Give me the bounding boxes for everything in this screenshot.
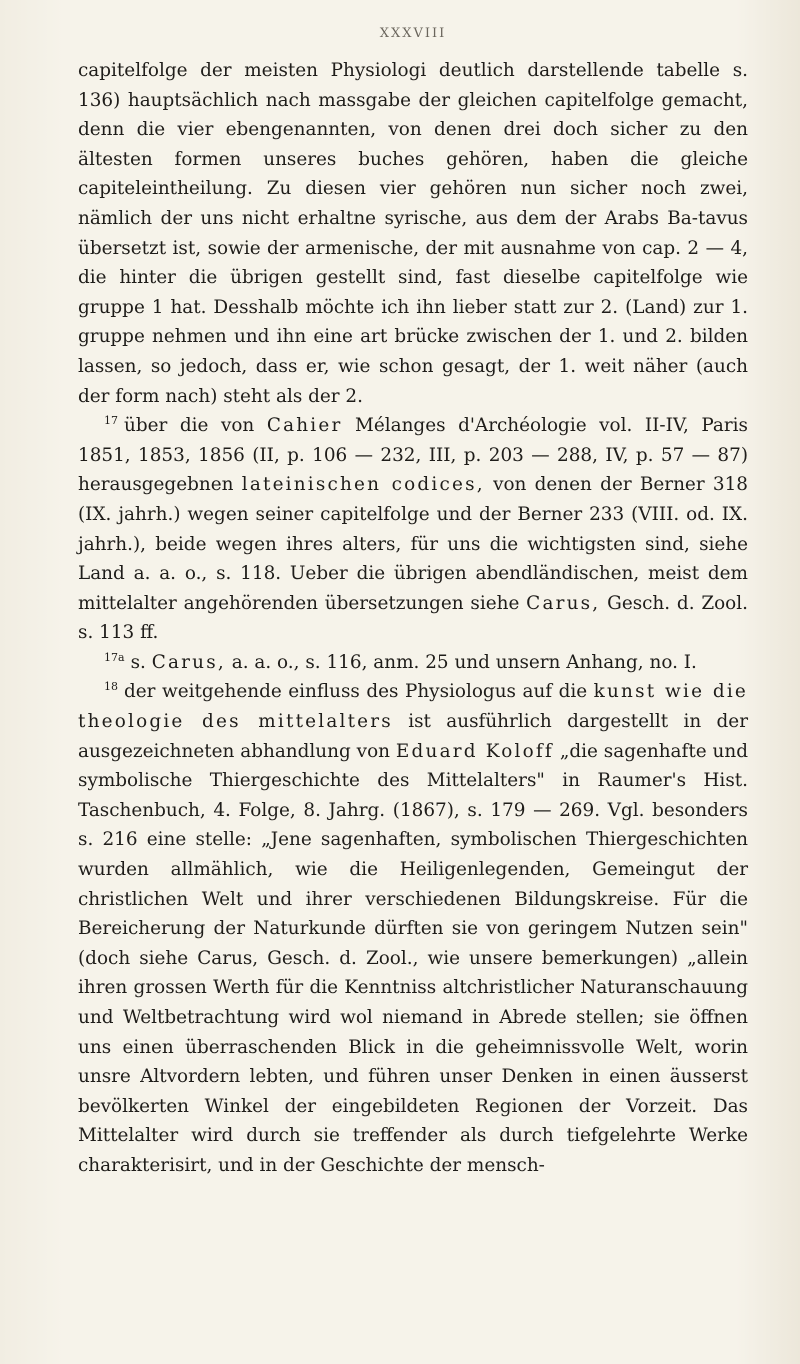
emphasis-text: lateinischen codices, xyxy=(241,474,485,496)
paragraph-continuation: capitelfolge der meisten Physiologi deutlich darstellende tabelle s. 136) hauptsächlich nach massgabe der gleichen capitelfolge gemacht, denn die vier ebengenannten, von denen drei doch sicher zu den ältesten formen unseres buches gehören, haben die gleiche capiteleintheilung. Zu diesen vier gehören nun sicher noch zwei, nämlich der uns nicht erhaltne syrische, aus dem der Arabs Ba-tavus übersetzt ist, sowie der armenische, der mit ausnahme von cap. 2 — 4, die hinter die übrigen gestellt sind, fast dieselbe capitelfolge wie gruppe 1 hat. Desshalb möchte ich ihn lieber statt zur 2. (Land) zur 1. gruppe nehmen und ihn eine art brücke zwischen der 1. und 2. bilden lassen, so jedoch, dass er, wie schon gesagt, der 1. weit näher (auch der form nach) steht als der 2. xyxy=(78,60,748,407)
footnote-number: 17a xyxy=(104,650,125,664)
author-name: Carus, xyxy=(526,592,601,614)
running-head: XXXVIII xyxy=(379,26,447,41)
footnote-18: $^{18}$ der weitgehende einfluss des Physiologus auf die kunst wie die theologie des mittelalters ist ausführlich dargestellt in der ausgezeichneten abhandlung von Eduard Koloff „die sagenhafte und symbolische Thiergeschichte des Mittelalters" in Raumer's Hist. Taschenbuch, 4. Folge, 8. Jahrg. (1867), s. 179 — 269. Vgl. besonders s. 216 eine stelle: „Jene sagenhaften, symbolischen Thiergeschichten wurden allmählich, wie die Heiligenlegenden, Gemeingut der christlichen Welt und ihrer verschiedenen Bildungskreise. Für die Bereicherung der Naturkunde dürften sie von geringem Nutzen sein" (doch siehe Carus, Gesch. d. Zool., wie unsere bemerkungen) „allein ihren grossen Werth für die Kenntniss altchristlicher Naturanschauung und Weltbetrachtung wird wol niemand in Abrede stellen; sie öffnen uns einen überraschenden Blick in die geheimnissvolle Welt, worin unsre Altvordern lebten, und führen unser Denken in einen äusserst bevölkerten Winkel der eingebildeten Regionen der Vorzeit. Das Mittelalter wird durch sie treffender als durch tiefgelehrte Werke charakterisirt, und in der Geschichte der mensch- xyxy=(78,680,748,1176)
footnote-number: 18 xyxy=(104,680,118,694)
emphasis-text: kunst wie die theologie des mittelalters xyxy=(78,681,748,733)
body-text xyxy=(78,56,748,1181)
footnote-17a: $^{17a}$ s. Carus, a. a. o., s. 116, anm. 25 und unsern Anhang, no. I. xyxy=(104,650,697,673)
author-name: Cahier xyxy=(266,415,343,437)
author-name: Eduard Koloff xyxy=(395,740,554,762)
author-name: Carus, xyxy=(151,651,226,673)
footnote-number: 17 xyxy=(104,414,118,428)
footnote-17: $^{17}$ über die von Cahier Mélanges d'Archéologie vol. II-IV, Paris 1851, 1853, 1856 (II, p. 106 — 232, III, p. 203 — 288, IV, p. 57 — 87) herausgegebnen lateinischen codices, von denen der Berner 318 (IX. jahrh.) wegen seiner capitelfolge und der Berner 233 (VIII. od. IX. jahrh.), beide wegen ihres alters, für uns die wichtigsten sind, siehe Land a. a. o., s. 118. Ueber die übrigen abendländischen, meist dem mittelalter angehörenden übersetzungen siehe Carus, Gesch. d. Zool. s. 113 ff. xyxy=(78,414,748,644)
